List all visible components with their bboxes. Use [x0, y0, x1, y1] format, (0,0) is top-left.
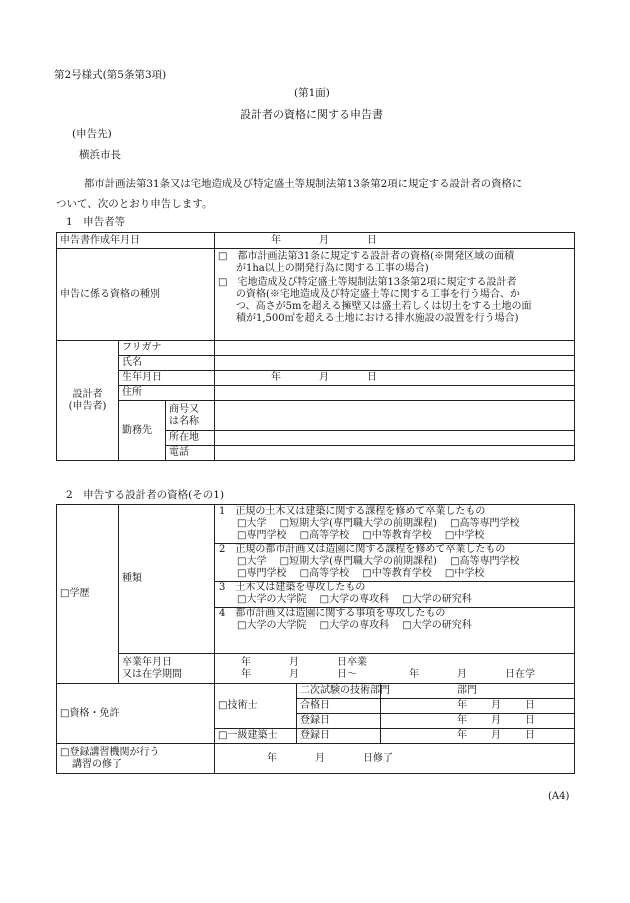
location-label: 所在地 — [166, 431, 215, 446]
registered-date-label: 登録日 — [297, 714, 381, 729]
table-row — [57, 744, 575, 774]
advanced-course-checkbox[interactable]: □大学の専攻科 — [319, 594, 390, 605]
research-course-checkbox[interactable]: □大学の研究科 — [402, 594, 472, 605]
passed-date-input[interactable]: 年 月 日 — [381, 699, 575, 714]
passed-date-label: 合格日 — [297, 699, 381, 714]
university-checkbox[interactable]: □大学 — [237, 518, 267, 529]
education-categories — [215, 505, 575, 654]
technical-college-checkbox[interactable]: □高等専門学校 — [450, 518, 520, 529]
graduated-unit: 日卒業 — [337, 656, 367, 668]
school-options-row — [219, 556, 570, 568]
to-unit: 日～ — [337, 668, 357, 680]
intro-line-2: ついて、次のとおり申告します。 — [56, 198, 213, 210]
date-label: 申告書作成年月日 — [57, 233, 215, 249]
phone-input[interactable] — [215, 446, 575, 461]
page-label: (第1面) — [294, 87, 330, 99]
address-label: 住所 — [119, 386, 215, 401]
option-2-text: つ、高さが5mを超える擁壁又は盛土若しくは切土をする土地の面 — [236, 301, 532, 312]
qual-type-label: 申告に係る資格の種別 — [57, 249, 215, 341]
technical-college-checkbox[interactable]: □高等専門学校 — [450, 556, 520, 567]
option-1-checkbox[interactable]: □ 都市計画法第31条に規定する設計者の資格(※開発区域の面積 — [218, 251, 515, 262]
secondary-school-checkbox[interactable]: □中等教育学校 — [362, 530, 432, 541]
course-checkbox[interactable]: □登録講習機関が行う 講習の修了 — [57, 744, 215, 774]
location-input[interactable] — [215, 431, 575, 446]
day-unit: 日 — [367, 234, 377, 246]
graduation-label: 卒業年月日 又は在学期間 — [119, 654, 215, 684]
engineer-checkbox[interactable]: □技術士 — [215, 684, 297, 729]
date-field[interactable] — [215, 233, 575, 249]
section1-heading: 1 申告者等 — [66, 216, 126, 228]
name-input[interactable] — [215, 356, 575, 371]
name-label: 氏名 — [119, 356, 215, 371]
graduate-options-row — [215, 594, 574, 608]
license-checkbox[interactable]: □資格・免許 — [57, 684, 215, 744]
school-options-row — [215, 530, 574, 544]
table-row — [57, 356, 575, 371]
registered-date-input[interactable]: 年 月 日 — [381, 714, 575, 729]
option-2-text: 積が1,500㎡を超える土地における排水施設の設置を行う場合) — [236, 313, 519, 324]
enrolled-unit: 日在学 — [505, 668, 535, 680]
second-exam-label: 二次試験の技術部門 — [297, 684, 381, 699]
advanced-course-checkbox[interactable]: □大学の専攻科 — [319, 620, 390, 631]
table-row — [57, 371, 575, 386]
secondary-school-checkbox[interactable]: □中等教育学校 — [362, 568, 432, 579]
table-row — [57, 654, 575, 684]
table-row — [57, 684, 575, 699]
vocational-school-checkbox[interactable]: □専門学校 — [237, 568, 287, 579]
graduate-school-checkbox[interactable]: □大学の大学院 — [237, 594, 307, 605]
furigana-label: フリガナ — [119, 341, 215, 356]
address-input[interactable] — [215, 386, 575, 401]
item-3: 3 土木又は建築を専攻したもの — [219, 582, 366, 593]
high-school-checkbox[interactable]: □高等学校 — [299, 530, 350, 541]
applicant-table — [56, 232, 575, 461]
qualification-table — [56, 504, 575, 774]
item-4: 4 都市計画又は造園に関する事項を専攻したもの — [219, 608, 446, 619]
table-row — [57, 401, 575, 431]
dept-field[interactable]: 部門 — [381, 684, 575, 699]
page-title: 設計者の資格に関する申告書 — [240, 108, 383, 121]
option-2-checkbox[interactable]: □ 宅地造成及び特定盛土等規制法第13条第2項に規定する設計者 — [218, 277, 517, 288]
junior-college-checkbox[interactable]: □短期大学(専門職大学の前期課程) — [279, 556, 437, 567]
graduate-school-checkbox[interactable]: □大学の大学院 — [237, 620, 307, 631]
birth-date-input[interactable]: 年 月 日 — [215, 371, 575, 386]
junior-high-checkbox[interactable]: □中学校 — [444, 568, 485, 579]
school-options-row — [219, 518, 570, 530]
architect-registered-label: 登録日 — [297, 729, 381, 744]
furigana-input[interactable] — [215, 341, 575, 356]
addressee-label: (申告先) — [72, 128, 112, 140]
junior-high-checkbox[interactable]: □中学校 — [444, 530, 485, 541]
graduation-dates[interactable]: 年 月 日卒業 年 月 日～ 年 月 日在学 — [215, 654, 575, 684]
company-name-input[interactable] — [215, 401, 575, 431]
course-completion-date[interactable]: 年 月 日修了 — [215, 744, 575, 774]
item-2: 2 正規の都市計画又は造園に関する課程を修めて卒業したもの — [219, 544, 506, 555]
junior-college-checkbox[interactable]: □短期大学(専門職大学の前期課程) — [279, 518, 437, 529]
item-1: 1 正規の土木又は建築に関する課程を修めて卒業したもの — [219, 506, 486, 517]
option-1-text: が1ha以上の開発行為に関する工事の場合) — [236, 263, 429, 274]
university-checkbox[interactable]: □大学 — [237, 556, 267, 567]
table-row — [57, 341, 575, 356]
table-row — [57, 249, 575, 341]
employer-label: 勤務先 — [119, 401, 166, 461]
paper-size: (A4) — [548, 791, 570, 802]
year-unit: 年 — [271, 234, 281, 246]
company-name-label: 商号又 は名称 — [166, 401, 215, 431]
table-row — [57, 505, 575, 654]
table-row — [57, 386, 575, 401]
section2-heading: 2 申告する設計者の資格(その1) — [66, 489, 225, 501]
vocational-school-checkbox[interactable]: □専門学校 — [237, 530, 287, 541]
high-school-checkbox[interactable]: □高等学校 — [299, 568, 350, 579]
form-number: 第2号様式(第5条第3項) — [54, 69, 167, 81]
table-row — [57, 233, 575, 249]
category-label: 種類 — [119, 505, 215, 654]
intro-line-1: 都市計画法第31条又は宅地造成及び特定盛土等規制法第13条第2項に規定する設計者の資格に — [84, 178, 523, 190]
education-checkbox[interactable]: □学歴 — [57, 505, 119, 684]
designer-label: 設計者 (申告者) — [57, 341, 119, 461]
qual-type-options — [215, 249, 575, 341]
architect-checkbox[interactable]: □一級建築士 — [215, 729, 297, 744]
month-unit: 月 — [319, 234, 329, 246]
addressee: 横浜市長 — [79, 149, 121, 161]
research-course-checkbox[interactable]: □大学の研究科 — [402, 620, 472, 631]
school-options-row — [215, 568, 574, 582]
completed-unit: 日修了 — [363, 752, 393, 764]
graduate-options-row — [219, 620, 570, 632]
option-2-text: の資格(※宅地造成及び特定盛土等に関する工事を行う場合、か — [236, 289, 520, 300]
birth-date-label: 生年月日 — [119, 371, 215, 386]
architect-registered-input[interactable]: 年 月 日 — [381, 729, 575, 744]
phone-label: 電話 — [166, 446, 215, 461]
